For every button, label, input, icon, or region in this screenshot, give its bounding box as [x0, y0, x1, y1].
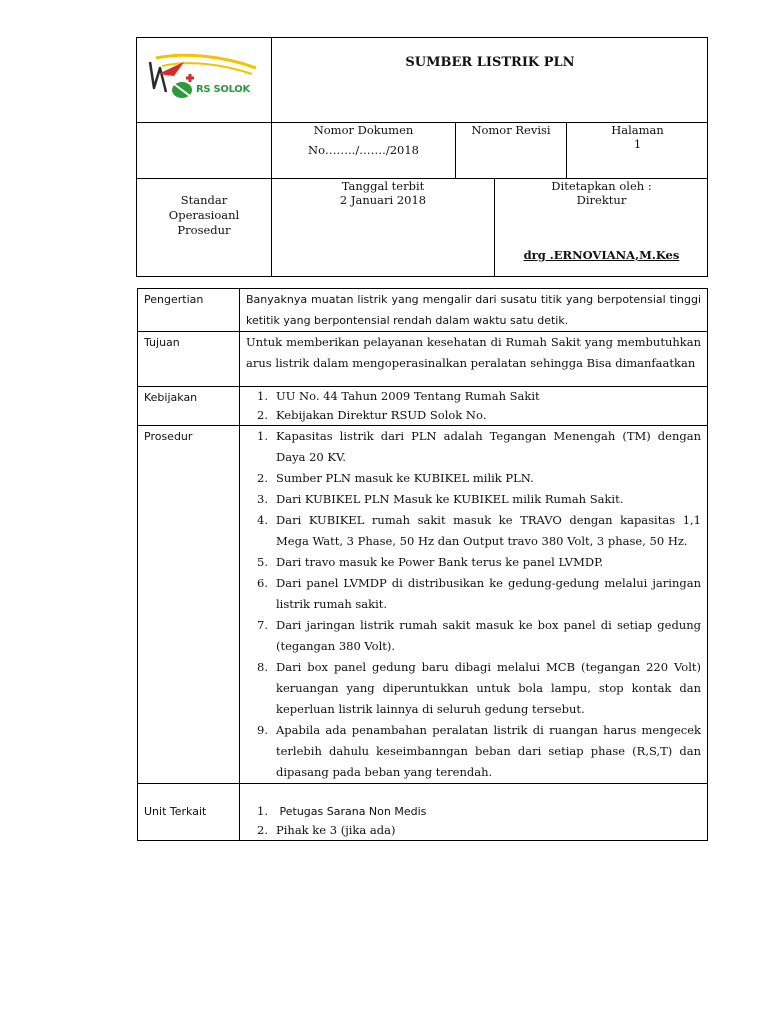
pengertian-label: Pengertian — [138, 289, 240, 332]
kebijakan-item: 2. Kebijakan Direktur RSUD Solok No. — [257, 408, 487, 422]
nomor-dokumen-value: No……../……./2018 — [308, 143, 419, 157]
prosedur-item: 4. Dari KUBIKEL rumah sakit masuk ke TRAVO dengan kapasitas 1,1 Mega Watt, 3 Phase, 50 Hz dan Output travo 380 Volt, 3 phase, 50 Hz. — [257, 513, 701, 548]
ditetapkan-role: Direktur — [576, 193, 627, 207]
sop-content-table — [137, 288, 708, 841]
sop-label — [137, 193, 271, 238]
prosedur-item: 7. Dari jaringan listrik rumah sakit masuk ke box panel di setiap gedung (tegangan 380 Volt). — [257, 618, 701, 653]
row-prosedur — [138, 426, 708, 784]
kebijakan-item: 1. UU No. 44 Tahun 2009 Tentang Rumah Sakit — [257, 389, 540, 403]
nomor-revisi-label: Nomor Revisi — [471, 123, 551, 137]
prosedur-item: 3. Dari KUBIKEL PLN Masuk ke KUBIKEL milik Rumah Sakit. — [257, 492, 624, 506]
tanggal-terbit-label: Tanggal terbit — [341, 179, 425, 193]
document-title: SUMBER LISTRIK PLN — [405, 55, 575, 70]
row-kebijakan — [138, 387, 708, 426]
kebijakan-label: Kebijakan — [138, 387, 240, 426]
prosedur-item: 1. Kapasitas listrik dari PLN adalah Tegangan Menengah (TM) dengan Daya 20 KV. — [257, 429, 701, 464]
prosedur-item: 8. Dari box panel gedung baru dibagi melalui MCB (tegangan 220 Volt) keruangan yang diperuntukkan untuk bola lampu, stop kontak dan keperluan listrik lainnya di seluruh gedung tersebut. — [257, 660, 701, 716]
prosedur-label: Prosedur — [138, 426, 240, 784]
unit-item: 2. Pihak ke 3 (jika ada) — [257, 823, 396, 837]
unit-terkait-list — [240, 784, 708, 841]
unit-item: 1. Petugas Sarana Non Medis — [257, 804, 427, 818]
sop-label-line3: Prosedur — [177, 223, 231, 237]
prosedur-item: 9. Apabila ada penambahan peralatan listrik di ruangan harus mengecek terlebih dahulu keseimbanngan beban dari setiap phase (R,S,T) dan dipasang pada beban yang terendah. — [257, 723, 701, 779]
logo-graphic-icon — [144, 48, 264, 114]
hospital-logo — [144, 48, 264, 114]
prosedur-item: 2. Sumber PLN masuk ke KUBIKEL milik PLN. — [257, 471, 534, 485]
pengertian-text: Banyaknya muatan listrik yang mengalir dari susatu titik yang berpotensial tinggi ketitik yang berpontensial rendah dalam waktu satu detik. — [240, 289, 708, 332]
row-pengertian — [138, 289, 708, 332]
ditetapkan-label: Ditetapkan oleh : — [551, 179, 652, 193]
tujuan-label: Tujuan — [138, 332, 240, 387]
logo-text: RS SOLOK — [196, 84, 250, 95]
signatory-name: drg .ERNOVIANA,M.Kes — [523, 248, 680, 262]
tanggal-terbit-value: 2 Januari 2018 — [339, 193, 427, 207]
nomor-dokumen-label: Nomor Dokumen — [313, 123, 414, 137]
prosedur-item: 5. Dari travo masuk ke Power Bank terus ke panel LVMDP. — [257, 555, 604, 569]
unit-terkait-label: Unit Terkait — [138, 784, 240, 841]
row-tujuan — [138, 332, 708, 387]
row-unit-terkait — [138, 784, 708, 841]
prosedur-list — [240, 426, 708, 784]
halaman-label: Halaman — [611, 123, 664, 137]
sop-label-line1: Standar — [180, 193, 228, 207]
prosedur-item: 6. Dari panel LVMDP di distribusikan ke gedung-gedung melalui jaringan listrik rumah sakit. — [257, 576, 701, 611]
kebijakan-list — [240, 387, 708, 426]
halaman-value: 1 — [633, 137, 642, 151]
sop-label-line2: Operasioanl — [168, 208, 240, 222]
tujuan-text: Untuk memberikan pelayanan kesehatan di Rumah Sakit yang membutuhkan arus listrik dalam mengoperasinalkan peralatan sehingga Bisa dimanfaatkan — [240, 332, 708, 387]
